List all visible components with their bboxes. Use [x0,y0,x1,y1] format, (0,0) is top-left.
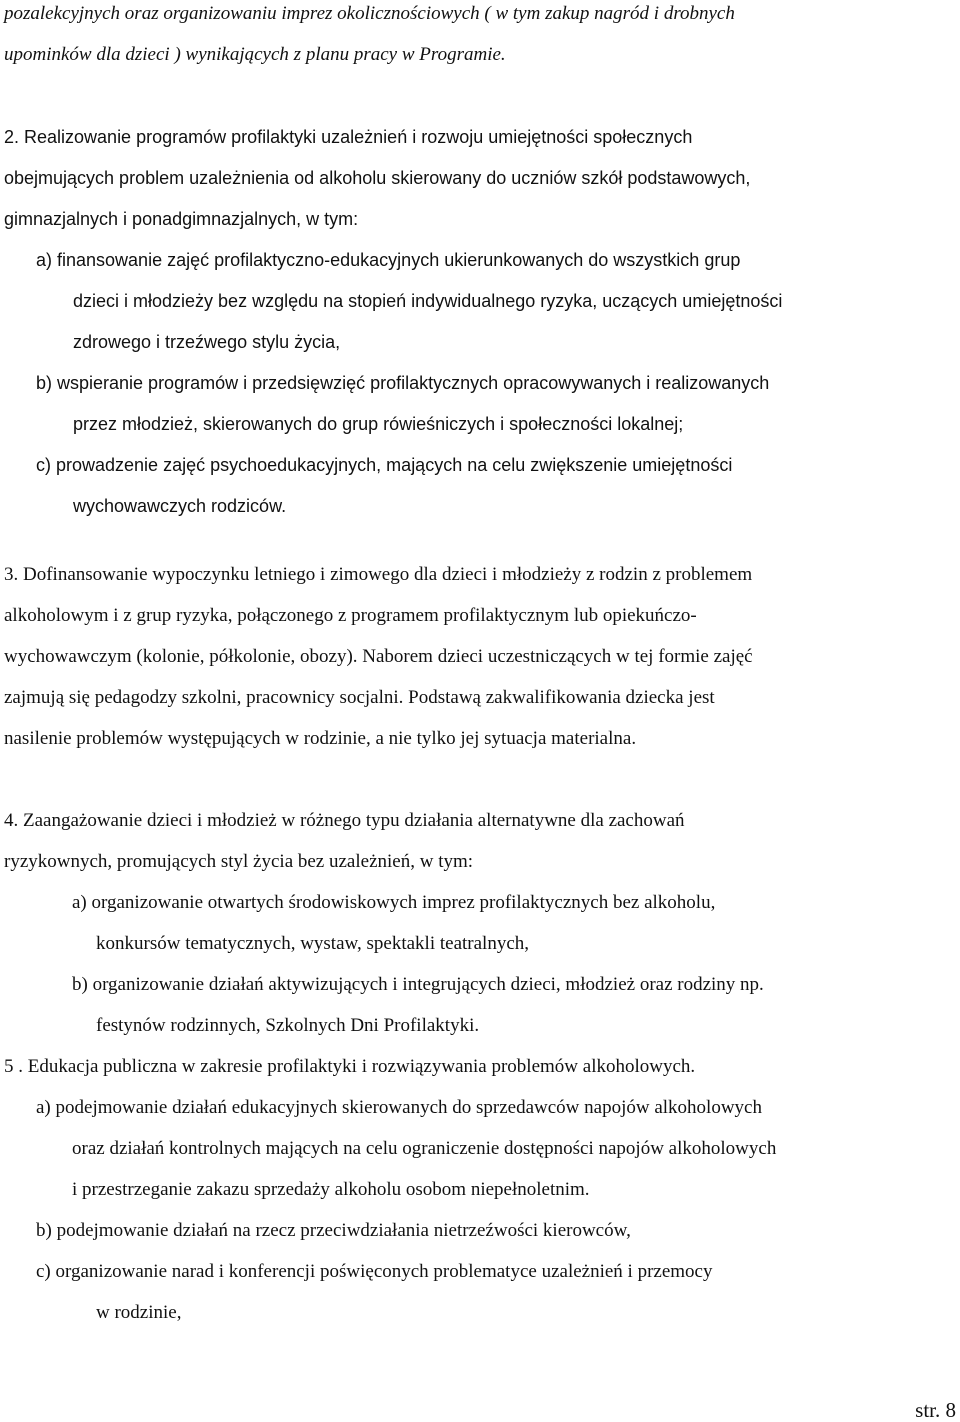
section-3-line-5: nasilenie problemów występujących w rodzinie, a nie tylko jej sytuacja materialna. [4,728,637,749]
section-2-line-3: gimnazjalnych i ponadgimnazjalnych, w tym: [4,209,359,229]
section-5-item-a-line-1: a) podejmowanie działań edukacyjnych skierowanych do sprzedawców napojów alkoholowych [36,1097,762,1118]
section-2-line-2: obejmujących problem uzależnienia od alkoholu skierowany do uczniów szkół podstawowych, [4,168,751,188]
section-5-item-c-line-2: w rodzinie, [96,1302,182,1323]
section-2-line-1: 2. Realizowanie programów profilaktyki uzależnień i rozwoju umiejętności społecznych [4,127,693,147]
section-3-line-3: wychowawczym (kolonie, półkolonie, obozy). Naborem dzieci uczestniczących w tej formie zajęć [4,646,753,667]
section-2-item-c-line-1: c) prowadzenie zajęć psychoedukacyjnych, mających na celu zwiększenie umiejętności [36,455,733,475]
section-3-line-2: alkoholowym i z grup ryzyka, połączonego z programem profilaktycznym lub opiekuńczo- [4,605,697,626]
section-5-item-b-line-1: b) podejmowanie działań na rzecz przeciwdziałania nietrzeźwości kierowców, [36,1220,631,1241]
intro-line-1: pozalekcyjnych oraz organizowaniu imprez okolicznościowych ( w tym zakup nagród i drobnych [4,3,735,24]
section-5-item-a-line-2: oraz działań kontrolnych mających na celu ograniczenie dostępności napojów alkoholowych [72,1138,777,1159]
section-4-item-a-line-1: a) organizowanie otwartych środowiskowych imprez profilaktycznych bez alkoholu, [72,892,716,913]
section-4-item-b-line-1: b) organizowanie działań aktywizujących i integrujących dzieci, młodzież oraz rodziny np. [72,974,764,995]
section-4-line-2: ryzykownych, promujących styl życia bez uzależnień, w tym: [4,851,474,872]
section-2-item-a-line-3: zdrowego i trzeźwego stylu życia, [73,332,341,352]
section-4-item-a-line-2: konkursów tematycznych, wystaw, spektakli teatralnych, [96,933,530,954]
section-2-item-a-line-1: a) finansowanie zajęć profilaktyczno-edukacyjnych ukierunkowanych do wszystkich grup [36,250,741,270]
section-4-line-1: 4. Zaangażowanie dzieci i młodzież w różnego typu działania alternatywne dla zachowań [4,810,685,831]
section-5-item-c-line-1: c) organizowanie narad i konferencji poświęconych problematyce uzależnień i przemocy [36,1261,713,1282]
section-5-line-1: 5 . Edukacja publiczna w zakresie profilaktyki i rozwiązywania problemów alkoholowych. [4,1056,696,1077]
section-2-item-b-line-1: b) wspieranie programów i przedsięwzięć profilaktycznych opracowywanych i realizowanych [36,373,770,393]
page-number: str. 8 [915,1398,956,1422]
section-3-line-1: 3. Dofinansowanie wypoczynku letniego i zimowego dla dzieci i młodzieży z rodzin z problemem [4,564,753,585]
section-2-item-a-line-2: dzieci i młodzieży bez względu na stopień indywidualnego ryzyka, uczących umiejętności [73,291,783,311]
section-4-item-b-line-2: festynów rodzinnych, Szkolnych Dni Profilaktyki. [96,1015,480,1036]
section-2-item-c-line-2: wychowawczych rodziców. [73,496,287,516]
intro-line-2: upominków dla dzieci ) wynikających z planu pracy w Programie. [4,44,506,65]
section-3-line-4: zajmują się pedagodzy szkolni, pracownicy socjalni. Podstawą zakwalifikowania dziecka jest [4,687,715,708]
section-2-item-b-line-2: przez młodzież, skierowanych do grup rówieśniczych i społeczności lokalnej; [73,414,684,434]
section-5-item-a-line-3: i przestrzeganie zakazu sprzedaży alkoholu osobom niepełnoletnim. [72,1179,590,1200]
